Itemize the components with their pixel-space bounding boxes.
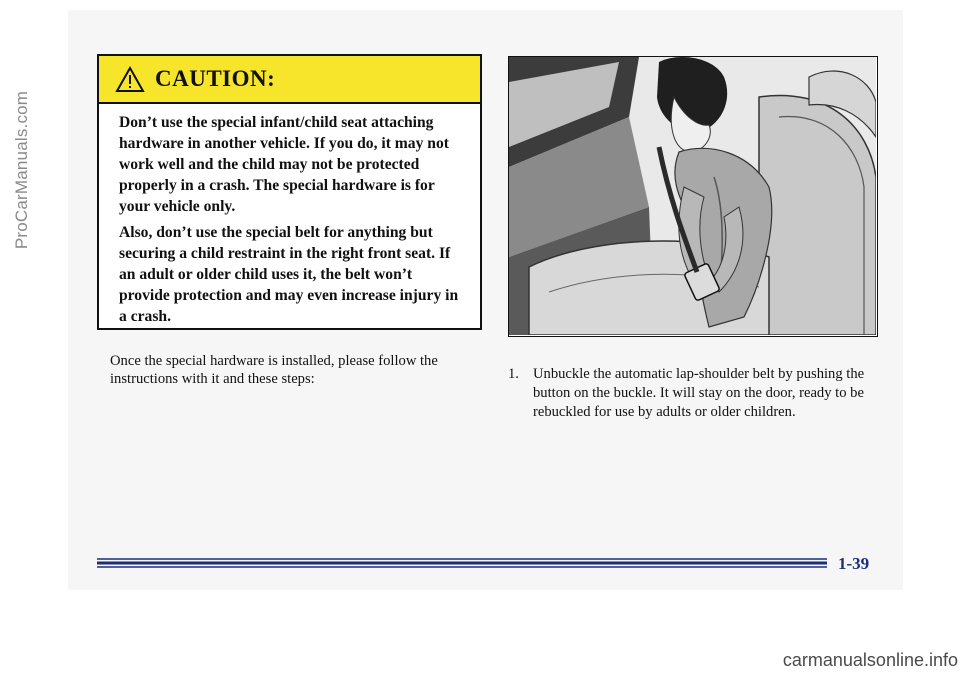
footer-rule (97, 556, 827, 570)
steps-list (508, 365, 878, 422)
caution-header (99, 56, 480, 104)
intro-paragraph: Once the special hardware is installed, please follow the instructions with it and these steps: (110, 353, 438, 387)
caution-paragraph: Don’t use the special infant/child seat attaching hardware in another vehicle. If you do, it may not work well and the child may not be protected properly in a crash. The special hardware is for your vehicle only. (119, 114, 449, 215)
step-text: Unbuckle the automatic lap-shoulder belt by pushing the button on the buckle. It will stay on the door, ready to be rebuckled for use by adults or older children. (533, 366, 865, 420)
page-number: 1-39 (838, 554, 870, 573)
caution-paragraph: Also, don’t use the special belt for anything but securing a child restraint in the right front seat. If an adult or older child uses it, the belt won’t provide protection and may even increase injury in a crash. (119, 224, 459, 325)
caution-box (97, 54, 482, 330)
step-number: 1. (508, 366, 519, 382)
side-watermark-text: ProCarManuals.com (12, 90, 31, 250)
illustration-drawing (509, 57, 876, 335)
caution-title: CAUTION: (155, 66, 276, 91)
seat-belt-illustration (508, 56, 878, 337)
warning-triangle-icon (115, 66, 145, 93)
side-watermark (2, 0, 42, 340)
list-item (508, 365, 878, 422)
bottom-watermark: carmanualsonline.info (782, 650, 958, 670)
caution-body (99, 104, 480, 327)
